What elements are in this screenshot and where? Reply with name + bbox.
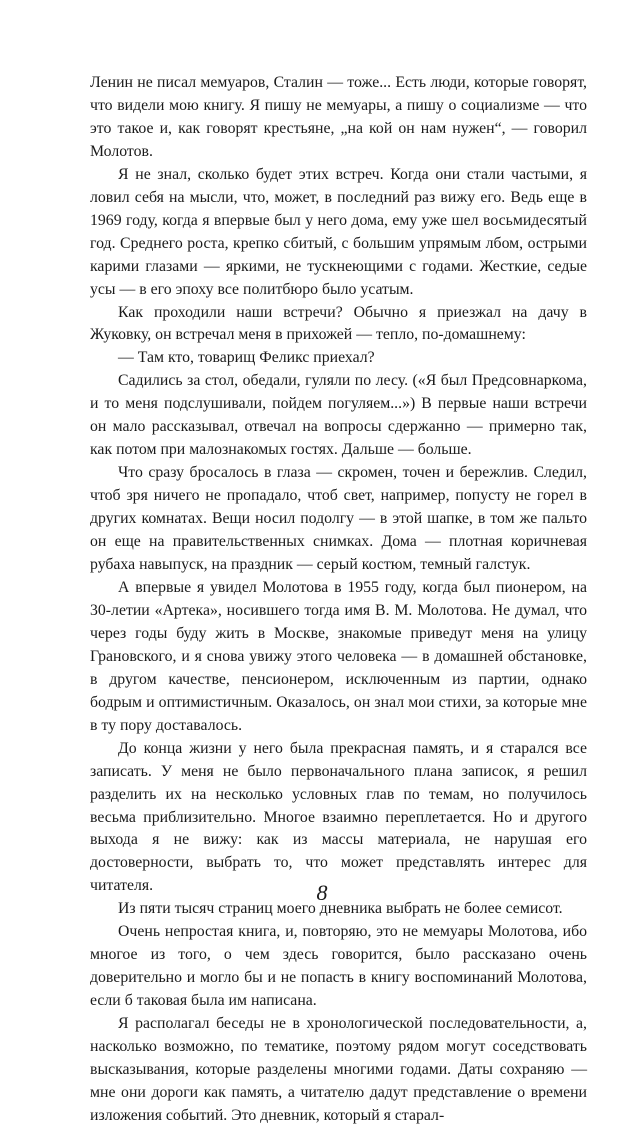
- paragraph-10: Очень непростая книга, и, повторяю, это не мемуары Молотова, ибо многое из того, о чем здесь говорится, было рассказано очень доверительно и могло бы и не попасть в книгу воспоминаний Молотова, если б таковая была им написана.: [90, 923, 587, 1010]
- paragraph-4: — Там кто, товарищ Феликс приехал?: [118, 349, 375, 367]
- paragraph-2: Я не знал, сколько будет этих встреч. Когда они стали частыми, я ловил себя на мысли, что, может, в последний раз вижу его. Ведь еще в 1969 году, когда я впервые был у него дома, ему уже шел восьмидесятый год. Среднего роста, крепко сбитый, с большим упрямым лбом, острыми карими глазами — яркими, не тускнеющими с годами. Жесткие, седые усы — в его эпоху все политбюро было усатым.: [90, 165, 587, 298]
- paragraph-6: Что сразу бросалось в глаза — скромен, точен и бережлив. Следил, чтоб зря ничего не пропадало, чтоб свет, например, попусту не горел в других комнатах. Вещи носил подолгу — в этой шапке, в том же пальто он еще на правительственных снимках. Дома — плотная коричневая рубаха навыпуск, на праздник — серый костюм, темный галстук.: [90, 464, 587, 574]
- page-number: 8: [316, 880, 328, 905]
- paragraph-11: Я располагал беседы не в хронологической последовательности, а, насколько возможно, по тематике, поэтому рядом могут соседствовать высказывания, которые разделены многими годами. Даты сохраняю — мне они дороги как память, а читателю дадут представление о времени изложения событий. Это дневник, который я старал-: [90, 1015, 587, 1124]
- paragraph-7: А впервые я увидел Молотова в 1955 году, когда был пионером, на 30-летии «Артека», носившего тогда имя В. М. Молотова. Не думал, что через годы буду жить в Москве, знакомые приведут меня на улицу Грановского, и я снова увижу этого человека — в домашней обстановке, в другом качестве, пенсионером, исключенным из партии, однако бодрым и оптимистичным. Оказалось, он знал мои стихи, за которые мне в ту пору доставалось.: [90, 578, 587, 734]
- paragraph-5: Садились за стол, обедали, гуляли по лесу. («Я был Предсовнаркома, и то меня подслушивали, пойдем погуляем...») В первые наши встречи он мало рассказывал, отвечал на вопросы сдержанно — примерно так, как потом при малознакомых гостях. Дальше — больше.: [90, 372, 587, 459]
- page-body-text: [90, 72, 587, 1128]
- paragraph-8: До конца жизни у него была прекрасная память, и я старался все записать. У меня не было первоначального плана записок, я решил разделить их на несколько условных глав по темам, но получилось весьма приблизительно. Многое взаимно переплетается. Но и другого выхода я не вижу: как из массы материала, не нарушая его достоверности, выбрать то, что может представлять интерес для читателя.: [90, 739, 587, 895]
- paragraph-9: Из пяти тысяч страниц моего дневника выбрать не более семисот.: [118, 900, 563, 918]
- paragraph-1: Ленин не писал мемуаров, Сталин — тоже... Есть люди, которые говорят, что видели мою книгу. Я пишу не мемуары, а пишу о социализме — что это такое и, как говорят крестьяне, „на кой он нам нужен“, — говорил Молотов.: [90, 74, 587, 160]
- paragraph-3: Как проходили наши встречи? Обычно я приезжал на дачу в Жуковку, он встречал меня в прихожей — тепло, по-домашнему:: [90, 303, 587, 344]
